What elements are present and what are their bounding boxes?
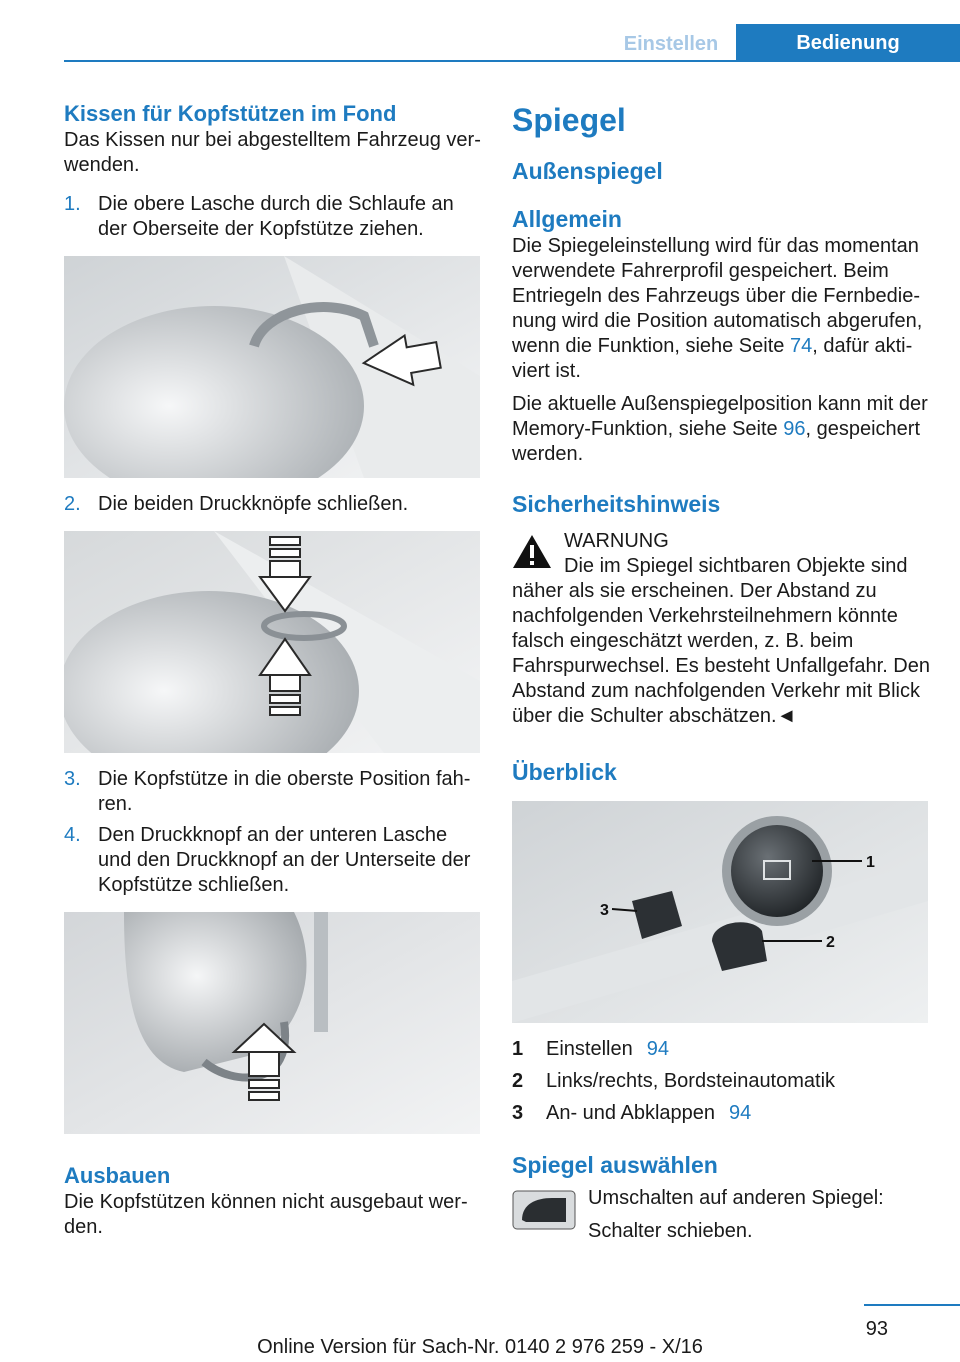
legend-text: Einstellen bbox=[546, 1038, 633, 1060]
section-heading-sicherheitshinweis: Sicherheitshinweis bbox=[512, 491, 721, 517]
callout-3: 3 bbox=[600, 902, 609, 919]
step-text: Die obere Lasche durch die Schlaufe an der Oberseite der Kopfstütze ziehen. bbox=[98, 193, 454, 240]
figure-headrest-loop bbox=[64, 256, 480, 478]
select-line-2: Schalter schieben. bbox=[588, 1220, 753, 1242]
callout-1: 1 bbox=[866, 854, 875, 871]
step-4 bbox=[64, 823, 482, 898]
step-number: 3. bbox=[64, 768, 81, 790]
section-heading-allgemein: Allgemein bbox=[512, 206, 622, 232]
step-2 bbox=[64, 492, 482, 517]
header-rule bbox=[64, 60, 960, 62]
warning-label: WARNUNG bbox=[564, 530, 669, 552]
step-text: Die beiden Druckknöpfe schließen. bbox=[98, 493, 409, 515]
step-text: Die Kopfstütze in die oberste Position fahren. bbox=[98, 768, 471, 815]
legend-number: 2 bbox=[512, 1070, 524, 1092]
legend-text: Links/rechts, Bordsteinautomatik bbox=[546, 1070, 836, 1092]
figure-headrest-lower-tab bbox=[64, 912, 480, 1134]
step-number: 2. bbox=[64, 493, 81, 515]
mirror-switch-icon bbox=[512, 1190, 576, 1230]
section-heading-ausbauen: Ausbauen bbox=[64, 1163, 171, 1188]
legend-number: 1 bbox=[512, 1038, 524, 1060]
section-heading-aussenspiegel: Außenspiegel bbox=[512, 158, 663, 184]
step-text: Den Druckknopf an der unteren Lasche und den Druckknopf an der Unterseite der Kopfstütze schließen. bbox=[98, 824, 471, 896]
page-link-96[interactable]: 96 bbox=[783, 418, 806, 440]
legend-item-3 bbox=[512, 1101, 930, 1126]
page-link-74[interactable]: 74 bbox=[789, 335, 813, 357]
section-heading-ueberblick: Überblick bbox=[512, 759, 617, 785]
step-number: 4. bbox=[64, 824, 81, 846]
right-column bbox=[512, 100, 930, 1244]
section-heading-spiegel-auswaehlen: Spiegel auswählen bbox=[512, 1152, 718, 1178]
figure-mirror-controls bbox=[512, 801, 928, 1023]
step-1 bbox=[64, 192, 482, 242]
footer-rule bbox=[864, 1304, 960, 1306]
legend-page-link[interactable]: 94 bbox=[729, 1102, 752, 1124]
select-line-1: Umschalten auf anderen Spiegel: bbox=[588, 1187, 884, 1209]
figure-headrest-buttons bbox=[64, 531, 480, 753]
warning-block bbox=[512, 529, 930, 579]
legend-item-1 bbox=[512, 1037, 930, 1062]
warning-triangle-icon bbox=[512, 533, 552, 576]
legend-page-link[interactable]: 94 bbox=[646, 1038, 669, 1060]
tab-bedienung[interactable]: Bedienung bbox=[736, 24, 960, 62]
select-mirror-row bbox=[512, 1186, 930, 1244]
footer-text: Online Version für Sach-Nr. 0140 2 976 259 - X/16 bbox=[257, 1336, 703, 1358]
page-number: 93 bbox=[865, 1318, 888, 1340]
legend-text: An- und Abklappen bbox=[546, 1102, 716, 1124]
warning-first-line: Die im Spiegel sichtbaren Objekte sind bbox=[564, 555, 908, 577]
callout-2: 2 bbox=[826, 934, 835, 951]
left-column bbox=[64, 100, 482, 1240]
page-title: Spiegel bbox=[512, 102, 626, 138]
allgemein-paragraph-2: Die aktuelle Außenspiegelposition kann mit der Memory-Funktion, siehe Seite 96, gespeichert werden. bbox=[512, 393, 928, 465]
tab-einstellen[interactable]: Einstellen bbox=[623, 32, 719, 55]
allgemein-paragraph-1: Die Spiegeleinstellung wird für das momentan verwendete Fahrerprofil gespeichert. Beim Entriegeln des Fahrzeugs über die Fernbedienung wird die Position automatisch abgerufen, wenn die Funktion, siehe Seite 74, dafür aktiviert ist. bbox=[512, 235, 923, 382]
warning-text: näher als sie erscheinen. Der Abstand zu nachfolgenden Verkehrsteilnehmern könnte falsch eingeschätzt werden, z. B. beim Fahrspurwechsel. Es besteht Unfallgefahr. Den Abstand zum nachfolgenden Verkehr mit Blick über die Schulter abschätzen.◄ bbox=[512, 580, 930, 727]
legend-item-2 bbox=[512, 1069, 930, 1094]
step-number: 1. bbox=[64, 193, 81, 215]
legend-number: 3 bbox=[512, 1102, 524, 1124]
ausbauen-text: Die Kopfstützen können nicht ausgebaut werden. bbox=[64, 1191, 468, 1238]
section-heading-kissen: Kissen für Kopfstützen im Fond bbox=[64, 101, 397, 126]
step-3 bbox=[64, 767, 482, 817]
intro-text: Das Kissen nur bei abgestelltem Fahrzeug verwenden. bbox=[64, 129, 481, 176]
